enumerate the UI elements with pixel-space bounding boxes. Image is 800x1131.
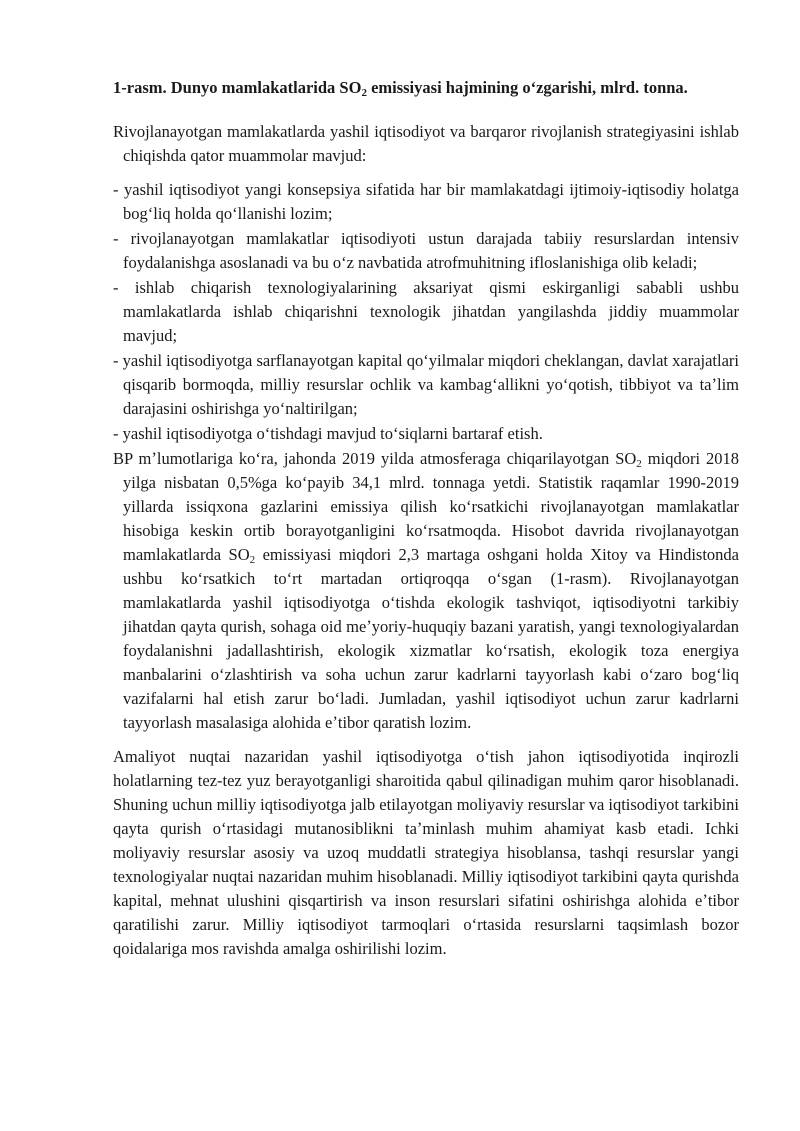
list-item: - yashil iqtisodiyotga sarflanayotgan kapital qoʻyilmalar miqdori cheklangan, davlat xarajatlari qisqarib bormoqda, milliy resurslar ochlik va kambagʻallikni yoʻqotish, tibbiyot va taʼlim darajasini oshirishga yoʻnaltirilgan;	[113, 351, 739, 418]
caption-subscript: 2	[361, 87, 367, 99]
bp-text-3: emissiyasi miqdori 2,3 martaga oshgani holda Xitoy va Hindistonda ushbu koʻrsatkich toʻrt martadan ortiqroqqa oʻsgan (1-rasm). Rivojlanayotgan mamlakatlarda yashil iqtisodiyotga oʻtishda ekologik tashviqot, iqtisodiyotni tarkibiy jihatdan qayta qurish, sohaga oid meʼyoriy-huquqiy bazani yaratish, yangi texnologiyalardan foydalanishni jadallashtirish, ekologik xizmatlar koʻrsatish, ekologik toza energiya manbalarini oʻzlashtirish va soha uchun zarur kadrlarni tayyorlash kabi oʻzaro bogʻliq vazifalarni hal etish zarur boʻladi. Jumladan, yashil iqtisodiyot uchun zarur kadrlarni tayyorlash masalasiga alohida eʼtibor qaratish lozim.	[123, 545, 739, 732]
bp-statistics-paragraph	[113, 447, 739, 735]
caption-text-start: 1-rasm. Dunyo mamlakatlarida SO	[113, 78, 362, 97]
list-item: - yashil iqtisodiyotga oʻtishdagi mavjud toʻsiqlarni bartaraf etish.	[113, 424, 543, 443]
amaliyot-paragraph: Amaliyot nuqtai nazaridan yashil iqtisodiyotga oʻtish jahon iqtisodiyotida inqirozli holatlarning tez-tez yuz berayotganligi sharoitida qabul qilinadigan muhim qaror hisoblanadi. Shuning uchun milliy iqtisodiyotga jalb etilayotgan moliyaviy resurslar va iqtisodiyot tarkibini qayta qurish oʻrtasidagi mutanosiblikni taʼminlash muhim ahamiyat kasb etadi. Ichki moliyaviy resurslar asosiy va uzoq muddatli strategiya hisoblansa, tashqi resurslar yangi texnologiyalar nuqtai nazaridan muhim hisoblanadi. Milliy iqtisodiyot tarkibini qayta qurishda kapital, mehnat ulushini qisqartirish va inson resurslari sifatini oshirishga alohida eʼtibor qaratilishi zarur. Milliy iqtisodiyot tarmoqlari oʻrtasida resurslarni taqsimlash bozor qoidalariga mos ravishda amalga oshirilishi lozim.	[113, 747, 740, 958]
caption-text-end: emissiyasi hajmining oʻzgarishi, mlrd. tonna.	[366, 78, 688, 97]
list-item: - ishlab chiqarish texnologiyalarining aksariyat qismi eskirganligi sababli ushbu mamlakatlarda ishlab chiqarishni texnologik jihatdan yangilashda jiddiy muammolar mavjud;	[113, 278, 739, 345]
bp-text-1: BP mʼlumotlariga koʻra, jahonda 2019 yilda atmosferaga chiqarilayotgan SO	[113, 449, 637, 468]
bp-text-2: miqdori 2018 yilga nisbatan 0,5%ga koʻpayib 34,1 mlrd. tonnaga yetdi. Statistik raqamlar 1990-2019 yillarda issiqxona gazlarini emissiya qilish koʻrsatkichi rivojlanayotgan mamlakatlar hisobiga keskin ortib borayotganligini koʻrsatmoqda. Hisobot davrida rivojlanayotgan mamlakatlarda SO	[123, 449, 740, 564]
bp-subscript-1: 2	[636, 458, 642, 470]
problem-list	[113, 178, 739, 446]
figure-caption	[113, 76, 739, 100]
intro-paragraph: Rivojlanayotgan mamlakatlarda yashil iqtisodiyot va barqaror rivojlanish strategiyasini ishlab chiqishda qator muammolar mavjud:	[113, 122, 739, 165]
list-item: - rivojlanayotgan mamlakatlar iqtisodiyoti ustun darajada tabiiy resurslardan intensiv foydalanishga asoslanadi va bu oʻz navbatida atrofmuhitning ifloslanishiga olib keladi;	[113, 229, 739, 272]
bp-subscript-2: 2	[249, 554, 256, 566]
document-body	[113, 76, 739, 961]
list-item: - yashil iqtisodiyot yangi konsepsiya sifatida har bir mamlakatdagi ijtimoiy-iqtisodiy holatga bogʻliq holda qoʻllanishi lozim;	[113, 180, 739, 223]
